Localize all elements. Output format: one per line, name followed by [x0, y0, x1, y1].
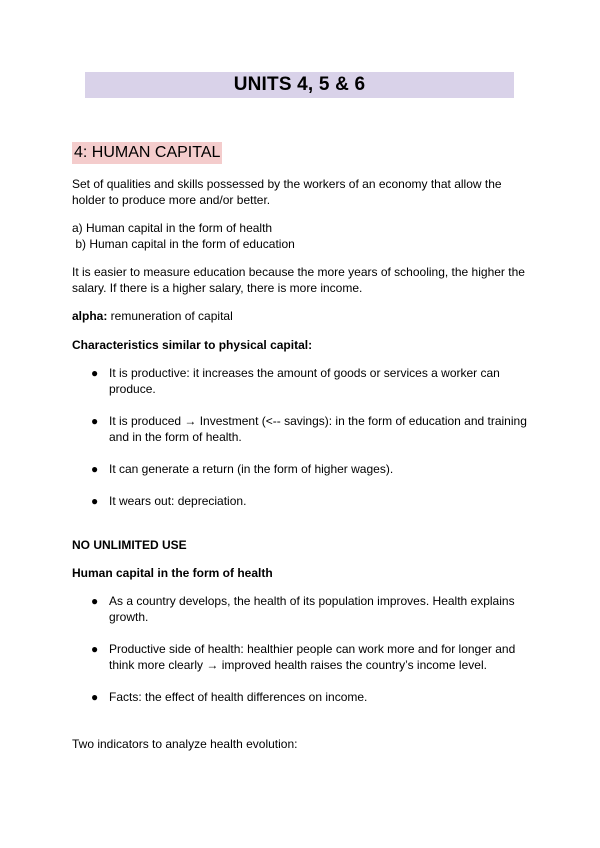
- list-item-text: Facts: the effect of health differences on income.: [109, 690, 368, 704]
- list-item-text: It is produced → Investment (<-- savings): in the form of education and training and in the form of health.: [109, 414, 527, 444]
- no-unlimited-use-heading: NO UNLIMITED USE: [72, 538, 187, 552]
- bullet-icon: ●: [91, 494, 99, 508]
- bullet-icon: ●: [91, 414, 99, 428]
- indicators-intro: Two indicators to analyze health evolution:: [72, 737, 298, 751]
- list-item-text: It is productive: it increases the amount of goods or services a worker can produce.: [109, 366, 500, 396]
- bullet-icon: ●: [91, 594, 99, 608]
- list-item: [72, 493, 532, 509]
- bullet-icon: ●: [91, 642, 99, 656]
- list-item-text: As a country develops, the health of its population improves. Health explains growth.: [109, 594, 515, 624]
- page-title: UNITS 4, 5 & 6: [233, 74, 366, 95]
- section-heading: 4: HUMAN CAPITAL: [74, 144, 221, 161]
- form-item-education: b) Human capital in the form of education: [72, 237, 295, 251]
- bullet-icon: ●: [91, 462, 99, 476]
- bullet-icon: ●: [91, 366, 99, 380]
- characteristics-heading: Characteristics similar to physical capital:: [72, 338, 313, 352]
- definition-paragraph: Set of qualities and skills possessed by the workers of an economy that allow the holder to produce more and/or better.: [72, 177, 502, 207]
- alpha-line: [72, 308, 532, 324]
- list-item: [72, 365, 532, 397]
- bullet-icon: ●: [91, 690, 99, 704]
- list-item-text: It wears out: depreciation.: [109, 494, 247, 508]
- list-item: [72, 413, 532, 445]
- list-item: [72, 461, 532, 477]
- form-item-health: a) Human capital in the form of health: [72, 221, 273, 235]
- list-item-text: Productive side of health: healthier people can work more and for longer and think more clearly → improved health raises the country’s income level.: [109, 642, 516, 672]
- health-list: [72, 593, 532, 705]
- list-item: [72, 593, 532, 625]
- alpha-label: alpha:: [72, 309, 108, 323]
- list-item: [72, 641, 532, 673]
- section-heading-highlight: [72, 142, 222, 164]
- alpha-definition: remuneration of capital: [107, 309, 233, 323]
- list-item-text: It can generate a return (in the form of higher wages).: [109, 462, 394, 476]
- characteristics-list: [72, 365, 532, 509]
- measurement-paragraph: It is easier to measure education because the more years of schooling, the higher the salary. If there is a higher salary, there is more income.: [72, 265, 525, 295]
- health-heading: Human capital in the form of health: [72, 566, 273, 580]
- list-item: [72, 689, 532, 705]
- title-band: [85, 72, 514, 98]
